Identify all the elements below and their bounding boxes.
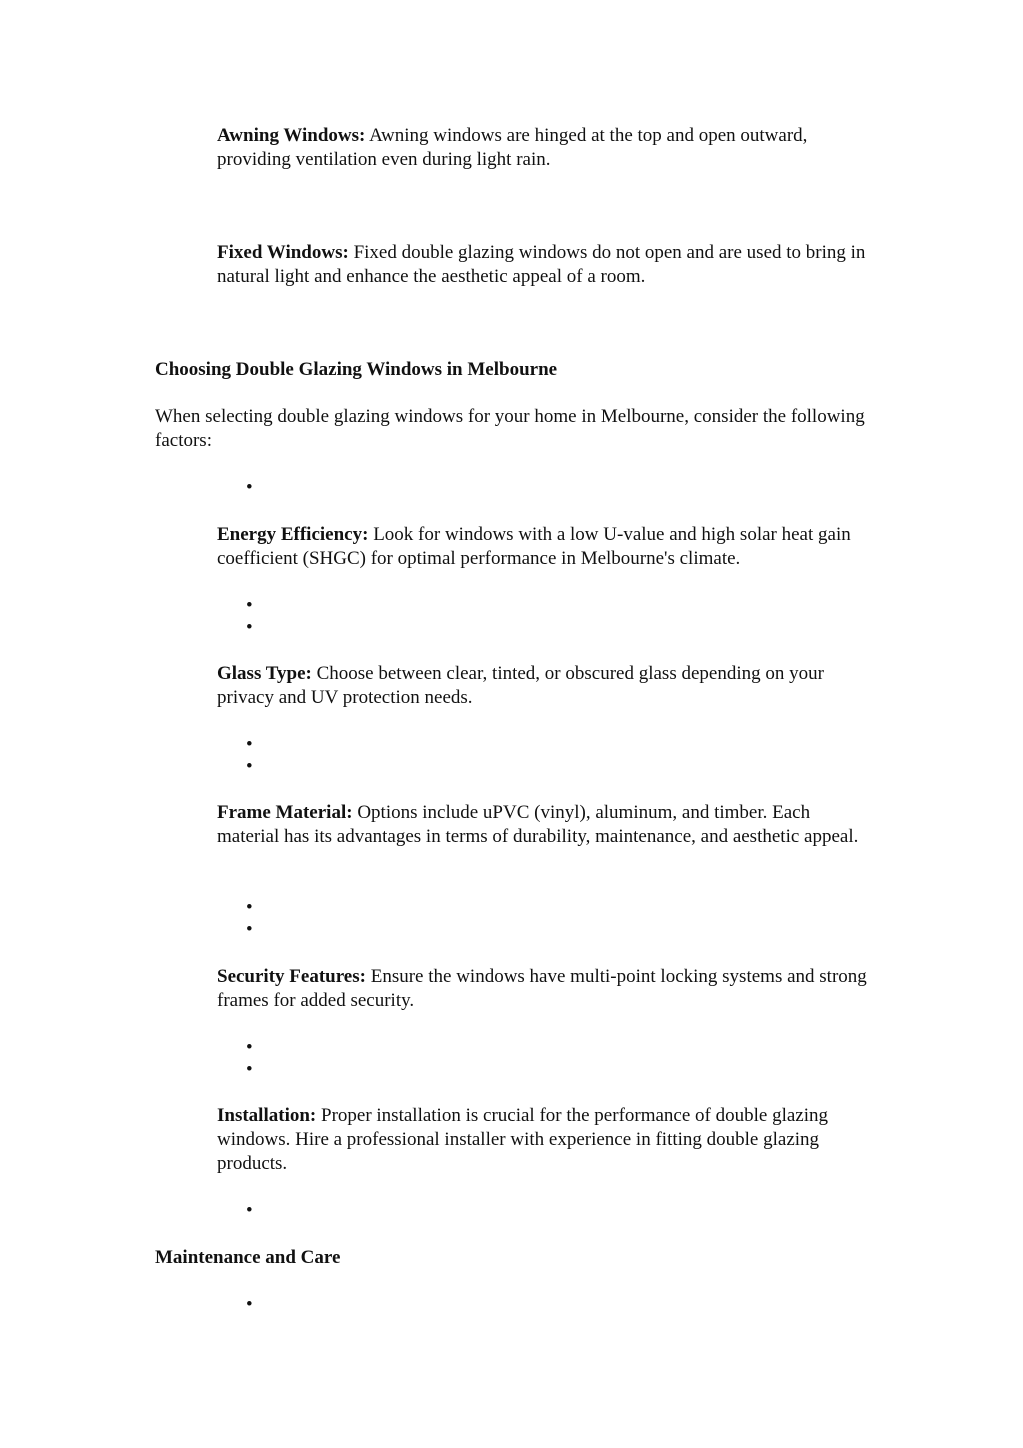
list-bullet: • (246, 897, 253, 918)
energy-efficiency-paragraph (217, 523, 877, 571)
list-bullet: • (246, 1037, 253, 1058)
list-bullet: • (246, 595, 253, 616)
security-features-text: Ensure the windows have multi-point locking systems and strong frames for added security. (217, 966, 867, 1011)
list-bullet: • (246, 734, 253, 755)
frame-material-text: Options include uPVC (vinyl), aluminum, and timber. Each material has its advantages in terms of durability, maintenance, and aesthetic appeal. (217, 802, 859, 847)
security-features-label: Security Features: (217, 966, 366, 987)
list-bullet: • (246, 919, 253, 940)
frame-material-paragraph (217, 801, 877, 849)
choosing-section-heading (155, 358, 875, 382)
maintenance-section-heading (155, 1246, 875, 1270)
choosing-intro-paragraph: When selecting double glazing windows for your home in Melbourne, consider the following factors: (155, 406, 865, 451)
list-bullet: • (246, 1200, 253, 1221)
list-bullet: • (246, 1059, 253, 1080)
installation-label: Installation: (217, 1105, 317, 1126)
glass-type-paragraph (217, 662, 877, 710)
installation-paragraph (217, 1104, 877, 1176)
fixed-windows-label: Fixed Windows: (217, 242, 349, 263)
glass-type-text: Choose between clear, tinted, or obscured glass depending on your privacy and UV protection needs. (217, 663, 824, 708)
glass-type-label: Glass Type: (217, 663, 312, 684)
awning-windows-text: Awning windows are hinged at the top and open outward, providing ventilation even during light rain. (217, 125, 808, 170)
list-bullet: • (246, 477, 253, 498)
list-bullet: • (246, 617, 253, 638)
maintenance-section-heading-text: Maintenance and Care (155, 1247, 341, 1268)
frame-material-label: Frame Material: (217, 802, 353, 823)
awning-windows-paragraph (217, 124, 877, 172)
installation-text: Proper installation is crucial for the performance of double glazing windows. Hire a professional installer with experience in fitting double glazing products. (217, 1105, 829, 1174)
choosing-section-heading-text: Choosing Double Glazing Windows in Melbourne (155, 359, 558, 380)
list-bullet: • (246, 756, 253, 777)
fixed-windows-paragraph (217, 241, 877, 289)
awning-windows-label: Awning Windows: (217, 125, 366, 146)
list-bullet: • (246, 1294, 253, 1315)
fixed-windows-text: Fixed double glazing windows do not open and are used to bring in natural light and enhance the aesthetic appeal of a room. (217, 242, 866, 287)
security-features-paragraph (217, 965, 877, 1013)
energy-efficiency-label: Energy Efficiency: (217, 524, 369, 545)
energy-efficiency-text: Look for windows with a low U-value and high solar heat gain coefficient (SHGC) for optimal performance in Melbourne's climate. (217, 524, 851, 569)
